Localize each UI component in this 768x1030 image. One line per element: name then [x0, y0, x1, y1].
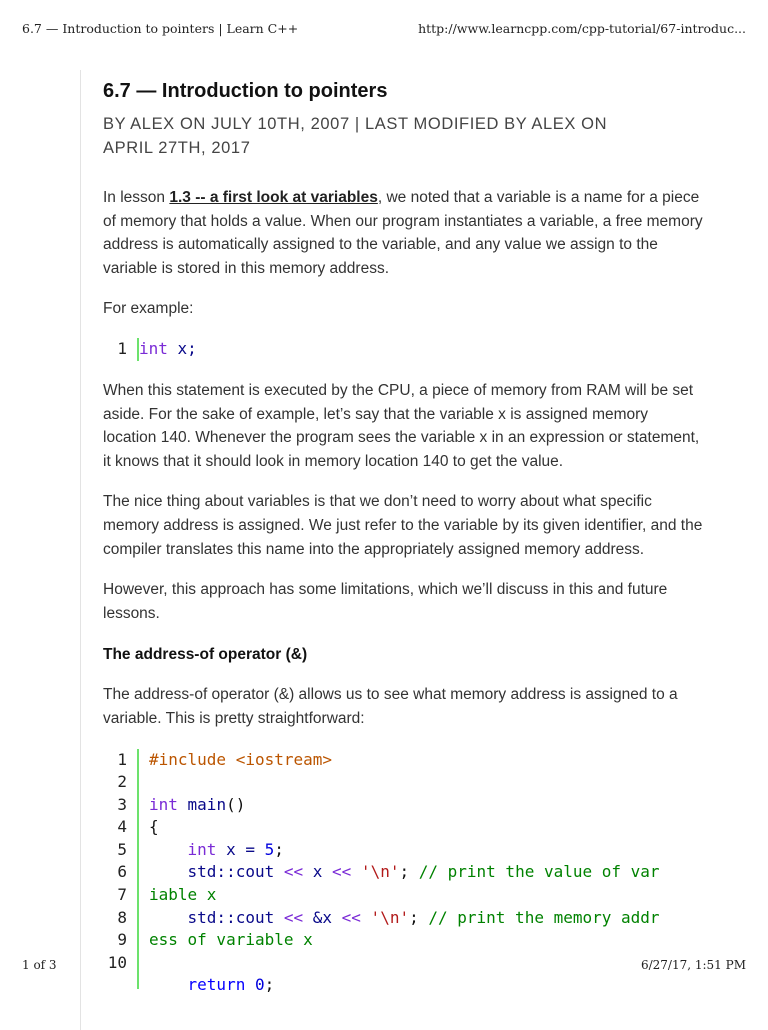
code-line-number: 7: [117, 885, 127, 905]
code-line-number: 8: [117, 907, 127, 927]
code-text: std::cout: [187, 862, 284, 882]
code-function-name: main: [177, 794, 227, 814]
byline: [103, 112, 703, 160]
code-line-number: 1: [117, 749, 127, 769]
print-header-url: http://www.learncpp.com/cpp-tutorial/67-introduc...: [418, 21, 746, 36]
print-header-title: 6.7 — Introduction to pointers | Learn C++: [22, 21, 299, 36]
paragraph-limitations: However, this approach has some limitations, which we’ll discuss in this and future lessons.: [103, 581, 668, 622]
code-comment: // print the memory addr: [428, 907, 660, 927]
code-line-number: 2: [117, 772, 127, 792]
code-text: x =: [216, 839, 265, 859]
code-line: [149, 884, 660, 907]
print-datetime: 6/27/17, 1:51 PM: [640, 958, 746, 972]
code-block-address-of: [103, 749, 703, 995]
code-block-declaration: [103, 338, 703, 362]
byline-line-1: BY ALEX ON JULY 10TH, 2007 | LAST MODIFIED BY ALEX ON: [103, 115, 608, 133]
paragraph-intro-suffix: , we noted that a variable is a name for a piece of memory that holds a value. When our program instantiates a variable, a free memory address is automatically assigned to the variable, and any value we assign to the variable is stored in this memory address.: [103, 189, 703, 277]
paragraph-address-of: The address-of operator (&) allows us to see what memory address is assigned to a variable. This is pretty straightforward:: [103, 686, 678, 727]
lesson-link[interactable]: 1.3 -- a first look at variables: [169, 189, 378, 206]
code-string: '\n': [351, 862, 400, 882]
print-header: [22, 21, 746, 39]
print-footer: [22, 958, 746, 976]
code-comment: ess of variable x: [149, 930, 313, 950]
code-text: std::cout: [187, 907, 284, 927]
code-comment: // print the value of var: [418, 862, 660, 882]
code-line-number: 10: [107, 952, 127, 972]
code-text: x;: [167, 338, 197, 358]
code-line-number: 4: [117, 817, 127, 837]
code-operator: <<: [341, 907, 361, 927]
code-line-number: 6: [117, 862, 127, 882]
code-text: ;: [264, 975, 275, 995]
code-line-number: 9: [117, 930, 127, 950]
code-comment: iable x: [149, 885, 217, 905]
code-line: [149, 861, 660, 884]
code-line: [149, 816, 660, 839]
code-line: [149, 771, 660, 794]
code-gutter-bar: [137, 749, 139, 989]
code-number: 0: [245, 975, 265, 995]
code-text: ;: [274, 839, 284, 859]
code-line: [149, 974, 660, 997]
code-operator: <<: [332, 862, 352, 882]
code-preprocessor: #include <iostream>: [149, 749, 333, 769]
code-line-number: 5: [117, 839, 127, 859]
code-text: ;: [409, 907, 429, 927]
paragraph-cpu: When this statement is executed by the CPU, a piece of memory from RAM will be set aside. For the sake of example, let’s say that the variable x is assigned memory location 140. Whenever the program sees the variable x in an expression or statement, it knows that it should look in memory location 140 to get the value.: [103, 381, 700, 470]
code-line-numbers: [103, 338, 127, 361]
code-line-number: 1: [117, 338, 127, 358]
paragraph-for-example: For example:: [103, 300, 194, 318]
code-text: ;: [399, 862, 419, 882]
code-number: 5: [264, 839, 275, 859]
article: [103, 78, 703, 995]
code-text: x: [303, 862, 333, 882]
page-title: 6.7 — Introduction to pointers: [103, 80, 388, 102]
content-left-border: [80, 70, 81, 1030]
byline-line-2: APRIL 27TH, 2017: [103, 139, 251, 157]
code-operator: <<: [283, 862, 304, 882]
code-text: (): [226, 794, 246, 814]
code-line: [149, 907, 660, 930]
code-line-number: 3: [117, 794, 127, 814]
paragraph-intro-prefix: In lesson: [103, 189, 170, 206]
code-line: [149, 749, 660, 772]
code-text: {: [149, 817, 159, 837]
code-line: [149, 839, 660, 862]
code-line: [149, 929, 660, 952]
code-line-numbers: [103, 749, 127, 975]
paragraph-intro: [103, 186, 703, 280]
code-keyword: int: [149, 794, 178, 814]
paragraph-nice-thing: The nice thing about variables is that we don’t need to worry about what specific memory address is assigned. We just refer to the variable by its given identifier, and the compiler translates this name into the appropriately assigned memory address.: [103, 493, 703, 558]
page-number: 1 of 3: [22, 958, 57, 972]
code-source: [139, 338, 197, 361]
section-heading: The address-of operator (&): [103, 646, 308, 664]
code-line: [149, 794, 660, 817]
code-keyword: return: [187, 975, 246, 995]
code-keyword: int: [187, 839, 217, 859]
code-keyword: int: [139, 338, 168, 358]
code-operator: <<: [283, 907, 304, 927]
code-string: '\n': [360, 907, 410, 927]
code-text: &x: [303, 907, 342, 927]
